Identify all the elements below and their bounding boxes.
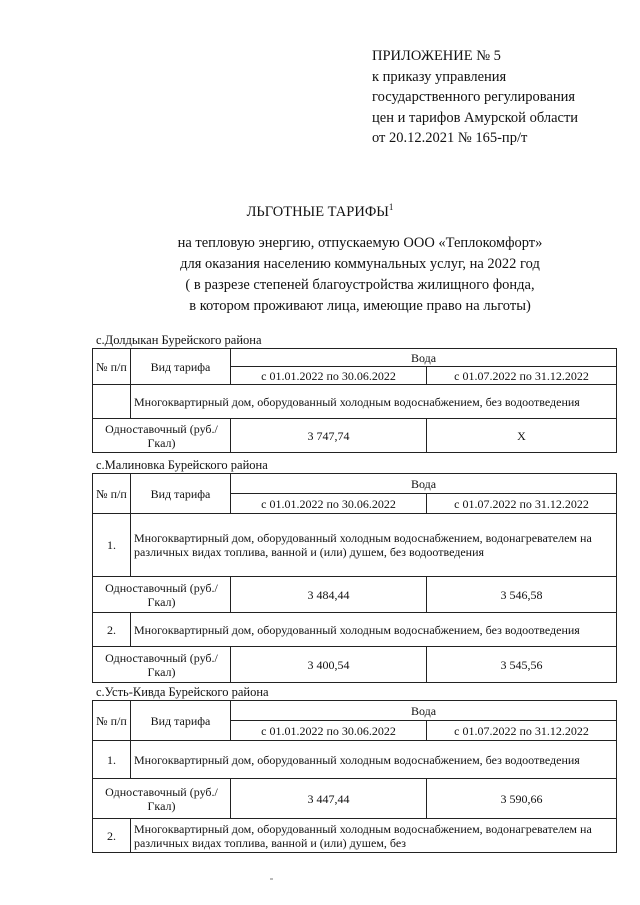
header-kind: Вид тарифа xyxy=(131,349,231,385)
tariff-label: Одноставочный (руб./Гкал) xyxy=(93,577,231,613)
header-num: № п/п xyxy=(93,701,131,741)
row-num xyxy=(93,385,131,419)
row-description: Многоквартирный дом, оборудованный холодным водоснабжением, без водоотведения xyxy=(131,385,617,419)
appendix-line: к приказу управления xyxy=(372,68,507,85)
row-description: Многоквартирный дом, оборудованный холодным водоснабжением, без водоотведения xyxy=(131,613,617,647)
header-period-2: с 01.07.2022 по 31.12.2022 xyxy=(427,367,617,385)
tariff-value-period-1: 3 400,54 xyxy=(231,647,427,683)
header-period-2: с 01.07.2022 по 31.12.2022 xyxy=(427,494,617,514)
tariff-value-period-1: 3 747,74 xyxy=(231,419,427,453)
row-num: 2. xyxy=(93,613,131,647)
tariff-value-period-2: 3 545,56 xyxy=(427,647,617,683)
header-period-2: с 01.07.2022 по 31.12.2022 xyxy=(427,721,617,741)
document-title xyxy=(0,202,640,221)
row-description: Многоквартирный дом, оборудованный холодным водоснабжением, без водоотведения xyxy=(131,741,617,779)
tariff-value-period-2: 3 546,58 xyxy=(427,577,617,613)
tariff-label: Одноставочный (руб./Гкал) xyxy=(93,647,231,683)
header-period-1: с 01.01.2022 по 30.06.2022 xyxy=(231,367,427,385)
tariff-table xyxy=(92,473,617,683)
row-num: 2. xyxy=(93,819,131,853)
subtitle-line: для оказания населению коммунальных услуг, на 2022 год xyxy=(180,256,540,272)
document-subtitle xyxy=(60,233,640,317)
scan-mark xyxy=(270,878,273,880)
tariff-value-period-2: Х xyxy=(427,419,617,453)
header-num: № п/п xyxy=(93,349,131,385)
row-description: Многоквартирный дом, оборудованный холодным водоснабжением, водонагревателем на различных видах топлива, ванной и (или) душем, без водоотведения xyxy=(131,514,617,577)
header-water: Вода xyxy=(231,349,617,367)
row-num: 1. xyxy=(93,741,131,779)
subtitle-line: ( в разрезе степеней благоустройства жилищного фонда, xyxy=(185,277,535,293)
appendix-block xyxy=(372,46,578,149)
header-kind: Вид тарифа xyxy=(131,474,231,514)
tariff-value-period-1: 3 484,44 xyxy=(231,577,427,613)
tariff-label: Одноставочный (руб./Гкал) xyxy=(93,779,231,819)
header-kind: Вид тарифа xyxy=(131,701,231,741)
row-num: 1. xyxy=(93,514,131,577)
tariff-label: Одноставочный (руб./Гкал) xyxy=(93,419,231,453)
subtitle-line: на тепловую энергию, отпускаемую ООО «Теплокомфорт» xyxy=(177,235,543,251)
title-text: ЛЬГОТНЫЕ ТАРИФЫ xyxy=(246,203,389,220)
header-water: Вода xyxy=(231,701,617,721)
region-heading: с.Долдыкан Бурейского района xyxy=(96,333,262,347)
region-heading: с.Усть-Кивда Бурейского района xyxy=(96,685,269,699)
header-period-1: с 01.01.2022 по 30.06.2022 xyxy=(231,494,427,514)
appendix-heading: ПРИЛОЖЕНИЕ № 5 xyxy=(372,48,501,64)
header-num: № п/п xyxy=(93,474,131,514)
region-heading: с.Малиновка Бурейского района xyxy=(96,458,268,472)
appendix-line: государственного регулирования xyxy=(372,89,576,105)
appendix-line: цен и тарифов Амурской области xyxy=(372,109,579,126)
appendix-order: от 20.12.2021 № 165-пр/т xyxy=(372,130,528,146)
title-footnote-mark: 1 xyxy=(388,202,394,212)
header-period-1: с 01.01.2022 по 30.06.2022 xyxy=(231,721,427,741)
header-water: Вода xyxy=(231,474,617,494)
subtitle-line: в котором проживают лица, имеющие право на льготы) xyxy=(189,298,531,314)
tariff-table xyxy=(92,348,617,453)
tariff-table xyxy=(92,700,617,853)
row-description: Многоквартирный дом, оборудованный холодным водоснабжением, водонагревателем на различных видах топлива, ванной и (или) душем, без xyxy=(131,819,617,853)
tariff-value-period-1: 3 447,44 xyxy=(231,779,427,819)
tariff-value-period-2: 3 590,66 xyxy=(427,779,617,819)
